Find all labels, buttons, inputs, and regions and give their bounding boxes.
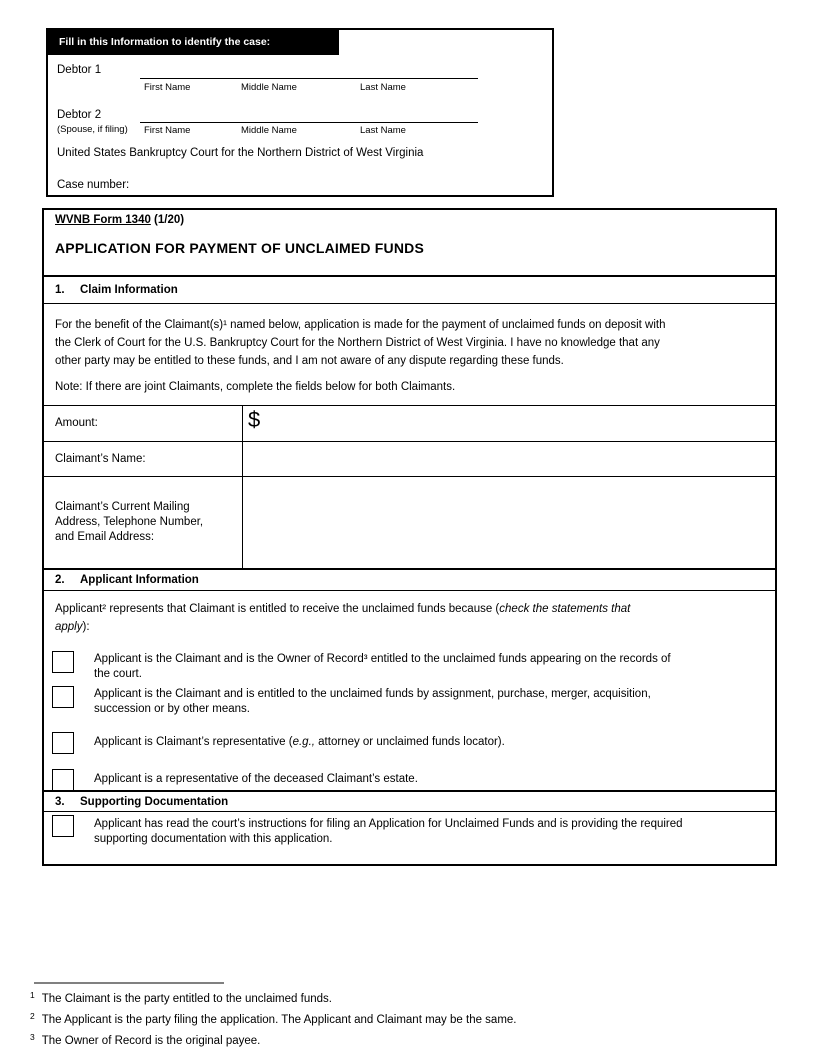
checkbox-claimant-representative-label: Applicant is Claimant’s representative (e.g., attorney or unclaimed funds locator). bbox=[94, 736, 505, 748]
debtor1-middle-name-label: Middle Name bbox=[241, 82, 297, 93]
checkbox-estate-representative-label: Applicant is a representative of the deceased Claimant’s estate. bbox=[94, 773, 418, 785]
footnote-1 bbox=[30, 987, 517, 1008]
checkbox-assignment-purchase-label: Applicant is the Claimant and is entitled to the unclaimed funds by assignment, purchase, merger, acquisition, succession or by other means. bbox=[94, 688, 651, 715]
footnote-3-text: The Owner of Record is the original payee. bbox=[41, 1035, 261, 1047]
footnote-3 bbox=[30, 1029, 517, 1050]
debtor1-last-name-label: Last Name bbox=[360, 82, 406, 93]
checkbox-owner-of-record[interactable] bbox=[52, 651, 74, 673]
form-title: APPLICATION FOR PAYMENT OF UNCLAIMED FUNDS bbox=[55, 240, 425, 256]
para-line: other party may be entitled to these funds, and I am not aware of any dispute regarding these funds. bbox=[55, 355, 564, 367]
amount-label-cell bbox=[44, 406, 243, 441]
section2-heading: Applicant Information bbox=[80, 574, 199, 586]
section3-header bbox=[44, 790, 775, 811]
mailing-label-line: and Email Address: bbox=[55, 531, 155, 543]
debtor2-sublabel: (Spouse, if filing) bbox=[57, 124, 128, 135]
case-number-label: Case number: bbox=[57, 179, 130, 191]
section2-intro bbox=[44, 591, 775, 636]
amount-input-cell[interactable] bbox=[243, 406, 775, 441]
claimant-name-label: Claimant’s Name: bbox=[55, 452, 146, 465]
claimant-name-row bbox=[44, 441, 775, 476]
checkbox-supporting-documentation[interactable] bbox=[52, 815, 74, 837]
debtor1-label: Debtor 1 bbox=[57, 64, 102, 76]
mailing-label-line: Claimant’s Current Mailing bbox=[55, 501, 190, 513]
debtor2-last-name-label: Last Name bbox=[360, 125, 406, 136]
debtor2-middle-name-label: Middle Name bbox=[241, 125, 297, 136]
case-box-header bbox=[46, 28, 339, 55]
footnote-2 bbox=[30, 1008, 517, 1029]
intro-italic-text: check the statements that bbox=[499, 603, 631, 615]
debtor1-name-input-line[interactable] bbox=[140, 60, 478, 79]
section1-number: 1. bbox=[55, 284, 65, 296]
checkbox-owner-of-record-label: Applicant is the Claimant and is the Owner of Record³ entitled to the unclaimed funds appearing on the records of the court. bbox=[94, 653, 671, 680]
case-identification-box bbox=[46, 28, 554, 197]
checkbox-assignment-purchase[interactable] bbox=[52, 686, 74, 708]
section3-body bbox=[44, 811, 775, 864]
mailing-address-label-cell bbox=[44, 477, 243, 568]
joint-claimants-note: Note: If there are joint Claimants, complete the fields below for both Claimants. bbox=[55, 381, 456, 393]
para-line: the Clerk of Court for the U.S. Bankruptcy Court for the Northern District of West Virginia. I have no knowledge that any bbox=[55, 337, 660, 349]
intro-italic-text: apply bbox=[55, 621, 83, 633]
section1-paragraph bbox=[44, 303, 775, 405]
section2-number: 2. bbox=[55, 574, 65, 586]
form-revision: (1/20) bbox=[150, 214, 185, 226]
debtor1-first-name-label: First Name bbox=[144, 82, 191, 93]
mailing-label-line: Address, Telephone Number, bbox=[55, 516, 204, 528]
court-name-line: United States Bankruptcy Court for the Northern District of West Virginia bbox=[57, 147, 424, 159]
claimant-name-input-cell[interactable] bbox=[243, 442, 775, 476]
section2-header bbox=[44, 568, 775, 590]
debtor2-label: Debtor 2 bbox=[57, 109, 102, 121]
section1-header bbox=[44, 275, 775, 303]
section3-heading: Supporting Documentation bbox=[80, 795, 229, 808]
footnote-divider bbox=[34, 982, 224, 984]
claimant-name-label-cell bbox=[44, 442, 243, 476]
intro-text: ): bbox=[82, 621, 90, 633]
checkbox-claimant-representative[interactable] bbox=[52, 732, 74, 754]
amount-row bbox=[44, 405, 775, 441]
checkbox-supporting-documentation-label: Applicant has read the court’s instructions for filing an Application for Unclaimed Funds and is providing the required supporting documentation with this application. bbox=[94, 818, 683, 845]
dollar-sign: $ bbox=[248, 407, 261, 432]
footnote-1-text: The Claimant is the party entitled to the unclaimed funds. bbox=[41, 993, 332, 1005]
form-id: WVNB Form 1340 bbox=[55, 214, 151, 226]
footnote-1-marker: 1 bbox=[30, 990, 35, 1000]
form-header-row bbox=[44, 210, 775, 275]
intro-text: Applicant² represents that Claimant is entitled to receive the unclaimed funds because ( bbox=[55, 603, 500, 615]
case-number-input-area[interactable] bbox=[143, 176, 543, 194]
mailing-address-row bbox=[44, 476, 775, 568]
debtor2-name-input-line[interactable] bbox=[140, 104, 478, 123]
application-form bbox=[42, 208, 777, 866]
mailing-address-input-cell[interactable] bbox=[243, 477, 775, 568]
debtor2-first-name-label: First Name bbox=[144, 125, 191, 136]
section1-heading: Claim Information bbox=[80, 284, 178, 296]
footnote-2-marker: 2 bbox=[30, 1011, 35, 1021]
checkbox-estate-representative[interactable] bbox=[52, 769, 74, 791]
case-box-header-label: Fill in this Information to identify the case: bbox=[59, 35, 271, 48]
footnotes bbox=[30, 987, 517, 1050]
para-line: For the benefit of the Claimant(s)¹ named below, application is made for the payment of unclaimed funds on deposit with bbox=[55, 319, 666, 331]
section3-number: 3. bbox=[55, 795, 65, 808]
footnote-3-marker: 3 bbox=[30, 1032, 35, 1042]
amount-label: Amount: bbox=[55, 417, 98, 429]
form-id-line bbox=[55, 214, 765, 226]
footnote-2-text: The Applicant is the party filing the application. The Applicant and Claimant may be the same. bbox=[41, 1014, 517, 1026]
section2-body bbox=[44, 590, 775, 790]
